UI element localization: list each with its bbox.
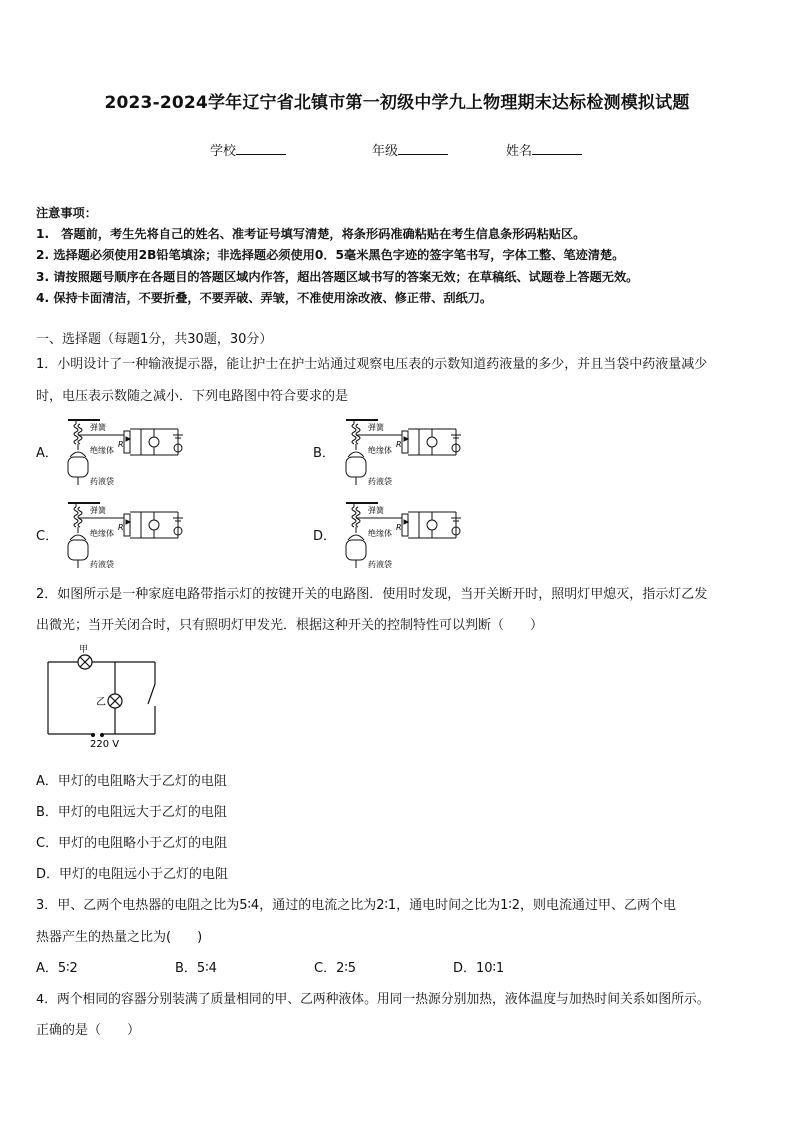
q2-circuit-figure (40, 644, 165, 754)
bag-label: 药液袋 (90, 560, 114, 569)
spring-label: 弹簧 (90, 423, 106, 432)
q3-text-line1: 3．甲、乙两个电热器的电阻之比为5∶4，通过的电流之比为2∶1，通电时间之比为1∶2，则电流通过甲、乙两个电 (36, 898, 677, 913)
section-heading: 一、选择题（每题1分，共30题，30分） (36, 332, 273, 347)
notice-heading: 注意事项： (36, 206, 97, 220)
spring-label: 弹簧 (90, 506, 106, 515)
name-label: 姓名 (506, 144, 533, 159)
school-blank (236, 142, 286, 155)
q2-text-line2: 出微光；当开关闭合时，只有照明灯甲发光．根据这种开关的控制特性可以判断（ ） (36, 618, 544, 633)
bag-label: 药液袋 (368, 560, 392, 569)
notice-block (36, 203, 638, 309)
notice-item: 3. 请按照题号顺序在各题目的答题区域内作答，超出答题区域书写的答案无效；在草稿纸、试题卷上答题无效。 (36, 269, 639, 284)
q1-option-c-label: C． (36, 529, 59, 544)
lamp-b-label: 乙 (96, 697, 106, 708)
school-label: 学校 (210, 144, 237, 159)
q1-circuit-a (66, 417, 186, 489)
q2-option-a: A．甲灯的电阻略大于乙灯的电阻 (36, 774, 227, 789)
q3-option-d: D．10∶1 (453, 961, 505, 976)
voltage-label: 220 V (90, 739, 120, 750)
q1-option-b-label: B． (313, 446, 335, 461)
page-title: 2023-2024学年辽宁省北镇市第一初级中学九上物理期末达标检测模拟试题 (104, 93, 690, 113)
bag-label: 药液袋 (368, 477, 392, 486)
grade-blank (398, 142, 448, 155)
resistor-label: R (396, 523, 402, 532)
switch-icon (148, 684, 155, 704)
q1-option-a-label: A． (36, 446, 58, 461)
q1-circuit-d (344, 500, 464, 572)
q2-option-b: B．甲灯的电阻远大于乙灯的电阻 (36, 805, 227, 820)
spring-label: 弹簧 (368, 423, 384, 432)
grade-field (372, 140, 448, 159)
q3-option-a: A．5∶2 (36, 961, 78, 976)
notice-item: 1. 答题前，考生先将自己的姓名、准考证号填写清楚，将条形码准确粘贴在考生信息条形码粘贴区。 (36, 227, 586, 242)
insulator-label: 绝缘体 (368, 446, 392, 455)
resistor-label: R (396, 440, 402, 449)
q3-option-b: B．5∶4 (175, 961, 217, 976)
resistor-label: R (118, 440, 124, 449)
q2-option-d: D．甲灯的电阻远小于乙灯的电阻 (36, 867, 229, 882)
q1-circuit-b (344, 417, 464, 489)
q3-option-c: C．2∶5 (314, 961, 357, 976)
name-blank (532, 142, 582, 155)
school-field (210, 140, 286, 159)
resistor-label: R (118, 523, 124, 532)
insulator-label: 绝缘体 (90, 446, 114, 455)
bag-label: 药液袋 (90, 477, 114, 486)
q2-text-line1: 2．如图所示是一种家庭电路带指示灯的按键开关的电路图．使用时发现，当开关断开时，照明灯甲熄灭，指示灯乙发 (36, 587, 708, 602)
q1-text-line2: 时，电压表示数随之减小．下列电路图中符合要求的是 (36, 389, 349, 404)
q2-option-c: C．甲灯的电阻略小于乙灯的电阻 (36, 836, 228, 851)
notice-item: 2. 选择题必须使用2B铅笔填涂；非选择题必须使用0．5毫米黑色字迹的签字笔书写，字体工整、笔迹清楚。 (36, 248, 625, 263)
q3-text-line2: 热器产生的热量之比为( ) (36, 930, 203, 945)
spring-label: 弹簧 (368, 506, 384, 515)
grade-label: 年级 (372, 144, 399, 159)
lamp-a-label: 甲 (79, 645, 89, 655)
q1-circuit-c (66, 500, 186, 572)
q1-text-line1: 1．小明设计了一种输液提示器，能让护士在护士站通过观察电压表的示数知道药液量的多少，并且当袋中药液量减少 (36, 357, 708, 372)
notice-item: 4. 保持卡面清洁，不要折叠，不要弄破、弄皱，不准使用涂改液、修正带、刮纸刀。 (36, 290, 493, 305)
insulator-label: 绝缘体 (368, 529, 392, 538)
name-field (506, 140, 582, 159)
q1-option-d-label: D． (313, 529, 337, 544)
q4-text-line1: 4．两个相同的容器分别装满了质量相同的甲、乙两种液体。用同一热源分别加热，液体温度与加热时间关系如图所示。 (36, 992, 710, 1007)
q4-text-line2: 正确的是（ ） (36, 1023, 141, 1038)
insulator-label: 绝缘体 (90, 529, 114, 538)
